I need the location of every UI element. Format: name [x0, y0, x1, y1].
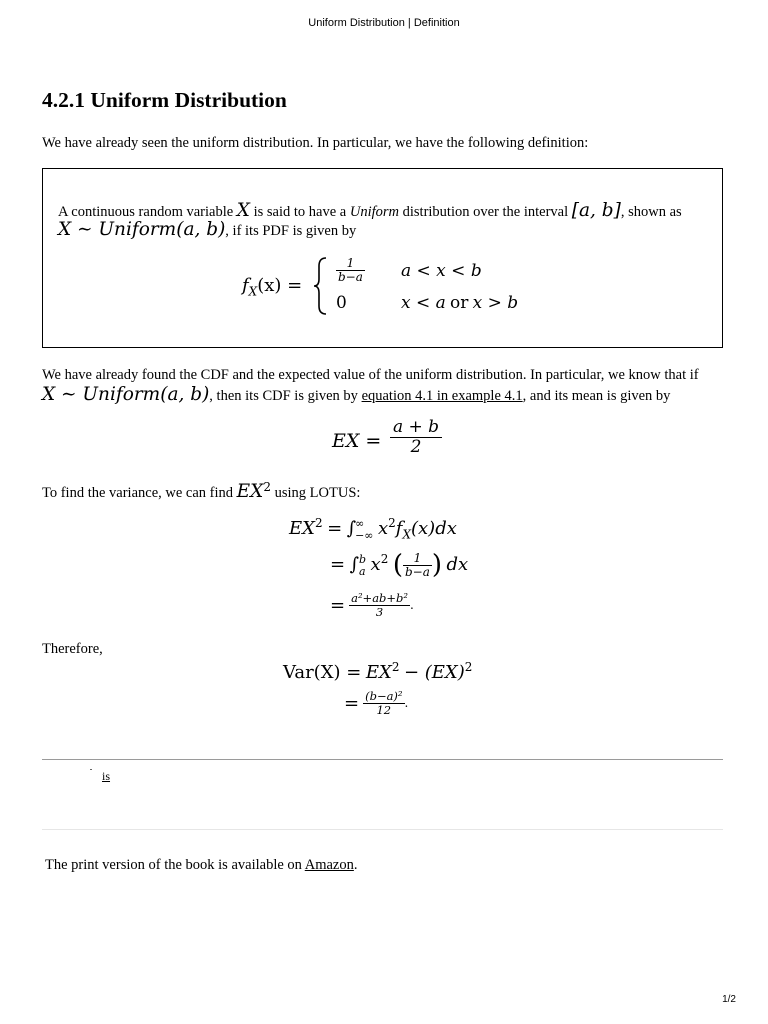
interval: [a, b]: [571, 200, 621, 221]
equals-sign: =: [327, 518, 343, 539]
cdf-paragraph-line-1: We have already found the CDF and the expected value of the uniform distribution. In particular, we know that if: [42, 367, 699, 383]
mean-fraction: [390, 418, 442, 457]
lotus-result-num: a²+ab+b²: [351, 591, 409, 605]
integral-icon: ∫: [349, 554, 359, 575]
mean-num: a + b: [390, 418, 442, 438]
integral-icon: ∫: [346, 518, 357, 539]
variance-intro-text: To find the variance, we can find: [42, 485, 234, 501]
variance-lhs: Var(X) =: [283, 662, 362, 683]
case1-den: b−a: [338, 270, 363, 285]
case2-condition: [401, 293, 518, 313]
divider: [42, 759, 723, 760]
period: .: [404, 696, 409, 711]
lotus-line-2: [330, 550, 468, 580]
variance-intro-text: using LOTUS:: [274, 485, 361, 501]
intro-paragraph: We have already seen the uniform distribution. In particular, we have the following definition:: [42, 135, 589, 151]
page-number: 1/2: [722, 994, 736, 1005]
tiny-mark: [90, 769, 92, 770]
lotus-lhs-sup: 2: [314, 516, 323, 530]
print-version-paragraph: [45, 857, 358, 874]
variance-line-2: [344, 690, 408, 717]
uniform-notation: X ∼ Uniform(a, b): [58, 219, 226, 240]
page-header-title: Uniform Distribution | Definition: [308, 17, 460, 29]
variance-intro-sup: 2: [263, 480, 271, 495]
lotus-dx: dx: [446, 554, 469, 575]
int-lower: a: [358, 564, 366, 578]
case1-value: [336, 257, 365, 285]
pdf-lhs: [242, 275, 303, 299]
period: .: [410, 598, 414, 613]
left-brace-icon: [311, 255, 331, 317]
lotus-lhs: EX: [289, 518, 315, 539]
left-paren: (: [392, 550, 403, 580]
print-text: The print version of the book is available on: [45, 857, 302, 873]
variance-den: 12: [376, 702, 392, 717]
right-paren: ): [431, 550, 443, 580]
pdf-sub: X: [248, 284, 258, 299]
lotus-x-sup: 2: [388, 516, 396, 530]
integral-limits: [355, 518, 373, 541]
variance-sup: 2: [391, 660, 400, 674]
section-title: 4.2.1 Uniform Distribution: [42, 88, 287, 112]
lotus-tail: (x)dx: [411, 518, 457, 539]
lotus-f: f: [395, 518, 403, 539]
pdf-f: f: [242, 275, 249, 296]
variance-sup: 2: [464, 660, 473, 674]
therefore-text: Therefore,: [42, 641, 103, 657]
equals-sign: =: [330, 554, 346, 575]
variance-line-1: [283, 662, 472, 683]
lotus-x: x: [370, 554, 381, 575]
uniform-notation: X ∼ Uniform(a, b): [42, 384, 210, 405]
divider-light: [42, 829, 723, 830]
int-upper: ∞: [355, 517, 365, 531]
amazon-link[interactable]: Amazon: [304, 857, 354, 873]
case2-or: or: [450, 293, 469, 313]
definition-text: , if its PDF is given by: [225, 223, 357, 239]
variance-intro-expr: EX: [236, 481, 264, 502]
cdf-paragraph-line-2: [42, 384, 670, 405]
mean-den: 2: [410, 436, 422, 457]
equals-sign: =: [330, 594, 346, 616]
lotus-line-1: [289, 518, 457, 541]
int-upper: b: [358, 553, 367, 567]
variance-ex: − (EX): [403, 662, 465, 683]
lotus-x: x: [377, 518, 389, 539]
cdf-text: , and its mean is given by: [522, 388, 671, 404]
integral-limits: [359, 554, 366, 577]
variance-num: (b−a)²: [365, 689, 403, 703]
lotus-frac-den: b−a: [404, 565, 430, 580]
variance-ex2: EX: [365, 662, 392, 683]
variable-x: X: [236, 200, 250, 221]
is-link[interactable]: is: [102, 769, 111, 783]
lotus-line-3: [330, 592, 414, 619]
case1-condition: a < x < b: [401, 261, 482, 281]
pdf-arg: (x) =: [257, 275, 303, 296]
equals-sign: =: [344, 692, 360, 714]
mean-lhs: EX =: [332, 430, 382, 452]
lotus-result-den: 3: [375, 604, 384, 619]
cdf-text: , then its CDF is given by: [209, 388, 358, 404]
case1-num: 1: [336, 257, 365, 271]
period: .: [353, 857, 358, 873]
lotus-frac-num: 1: [403, 552, 432, 566]
int-lower: −∞: [355, 528, 374, 542]
definition-box: [42, 168, 723, 348]
definition-text: A continuous random variable: [58, 204, 234, 220]
definition-text: is said to have a: [253, 204, 347, 220]
case2-cond-b: x > b: [472, 293, 519, 313]
definition-line-1: [58, 200, 682, 221]
definition-text: distribution over the interval: [402, 204, 569, 220]
variance-intro: [42, 481, 360, 502]
definition-line-2: [58, 219, 356, 240]
case2-value: 0: [336, 293, 347, 313]
equation-link[interactable]: equation 4.1 in example 4.1: [361, 388, 523, 404]
case2-cond-a: x < a: [401, 293, 446, 313]
lotus-f-sub: X: [402, 527, 411, 542]
lotus-x-sup: 2: [380, 552, 389, 566]
definition-text: , shown as: [620, 204, 682, 220]
uniform-word: Uniform: [349, 204, 399, 220]
